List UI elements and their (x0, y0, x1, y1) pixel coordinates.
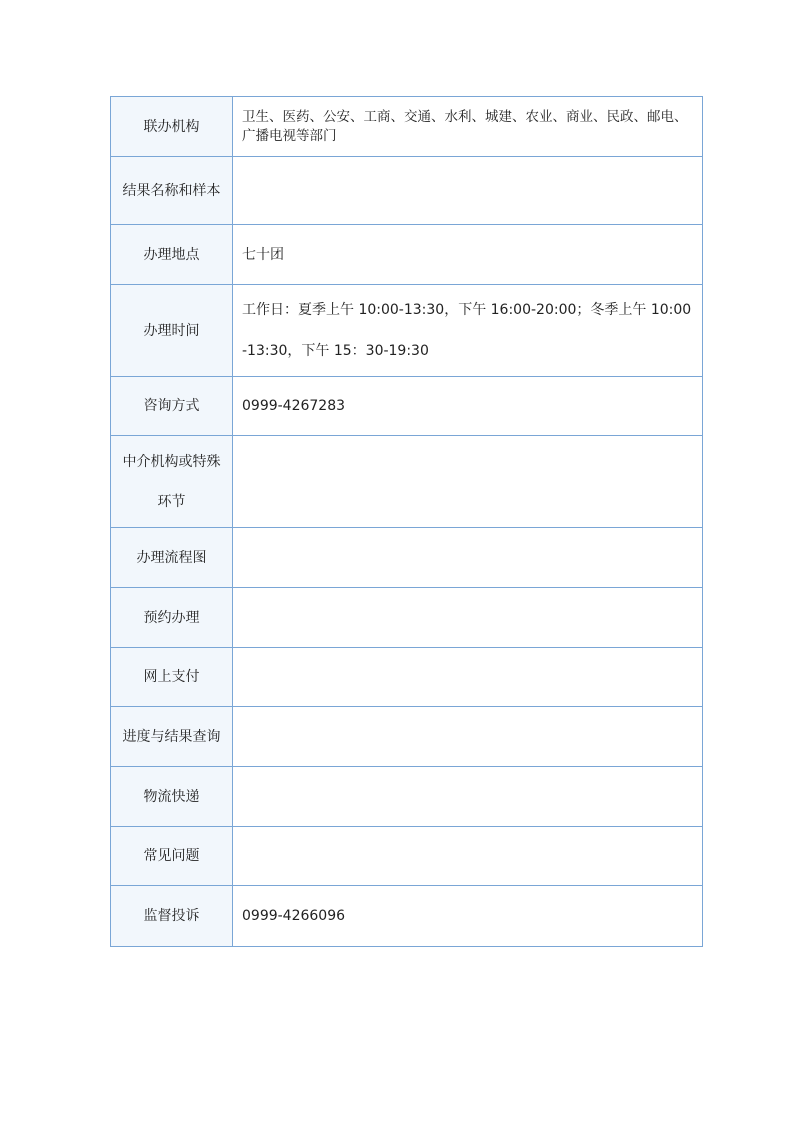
row-label-intermediary: 中介机构或特殊环节 (111, 436, 233, 528)
table-row (111, 377, 703, 436)
table-row (111, 707, 703, 767)
row-label-location: 办理地点 (111, 225, 233, 285)
row-value-complaints: 0999-4266096 (233, 886, 703, 947)
row-label-joint-agencies: 联办机构 (111, 97, 233, 157)
table-row (111, 767, 703, 827)
table-row (111, 648, 703, 707)
row-label-appointment: 预约办理 (111, 588, 233, 648)
row-value-flowchart (233, 528, 703, 588)
row-value-office-hours: 工作日：夏季上午 10:00-13:30，下午 16:00-20:00；冬季上午 10:00-13:30，下午 15：30-19:30 (233, 285, 703, 377)
row-value-consultation: 0999-4267283 (233, 377, 703, 436)
table-row (111, 97, 703, 157)
row-label-online-payment: 网上支付 (111, 648, 233, 707)
service-info-table (110, 96, 703, 947)
row-value-joint-agencies: 卫生、医药、公安、工商、交通、水利、城建、农业、商业、民政、邮电、广播电视等部门 (233, 97, 703, 157)
row-value-intermediary (233, 436, 703, 528)
table-row (111, 225, 703, 285)
row-value-result-name-sample (233, 157, 703, 225)
table-row (111, 157, 703, 225)
row-value-progress-query (233, 707, 703, 767)
row-label-consultation: 咨询方式 (111, 377, 233, 436)
row-value-appointment (233, 588, 703, 648)
table-row (111, 285, 703, 377)
table-row (111, 528, 703, 588)
row-value-logistics (233, 767, 703, 827)
row-label-office-hours: 办理时间 (111, 285, 233, 377)
row-value-faq (233, 827, 703, 886)
table-row (111, 588, 703, 648)
table-row (111, 886, 703, 947)
row-label-flowchart: 办理流程图 (111, 528, 233, 588)
table-row (111, 827, 703, 886)
row-label-complaints: 监督投诉 (111, 886, 233, 947)
row-value-online-payment (233, 648, 703, 707)
row-label-logistics: 物流快递 (111, 767, 233, 827)
row-label-faq: 常见问题 (111, 827, 233, 886)
row-label-progress-query: 进度与结果查询 (111, 707, 233, 767)
row-value-location: 七十团 (233, 225, 703, 285)
row-label-result-name-sample: 结果名称和样本 (111, 157, 233, 225)
table-row (111, 436, 703, 528)
